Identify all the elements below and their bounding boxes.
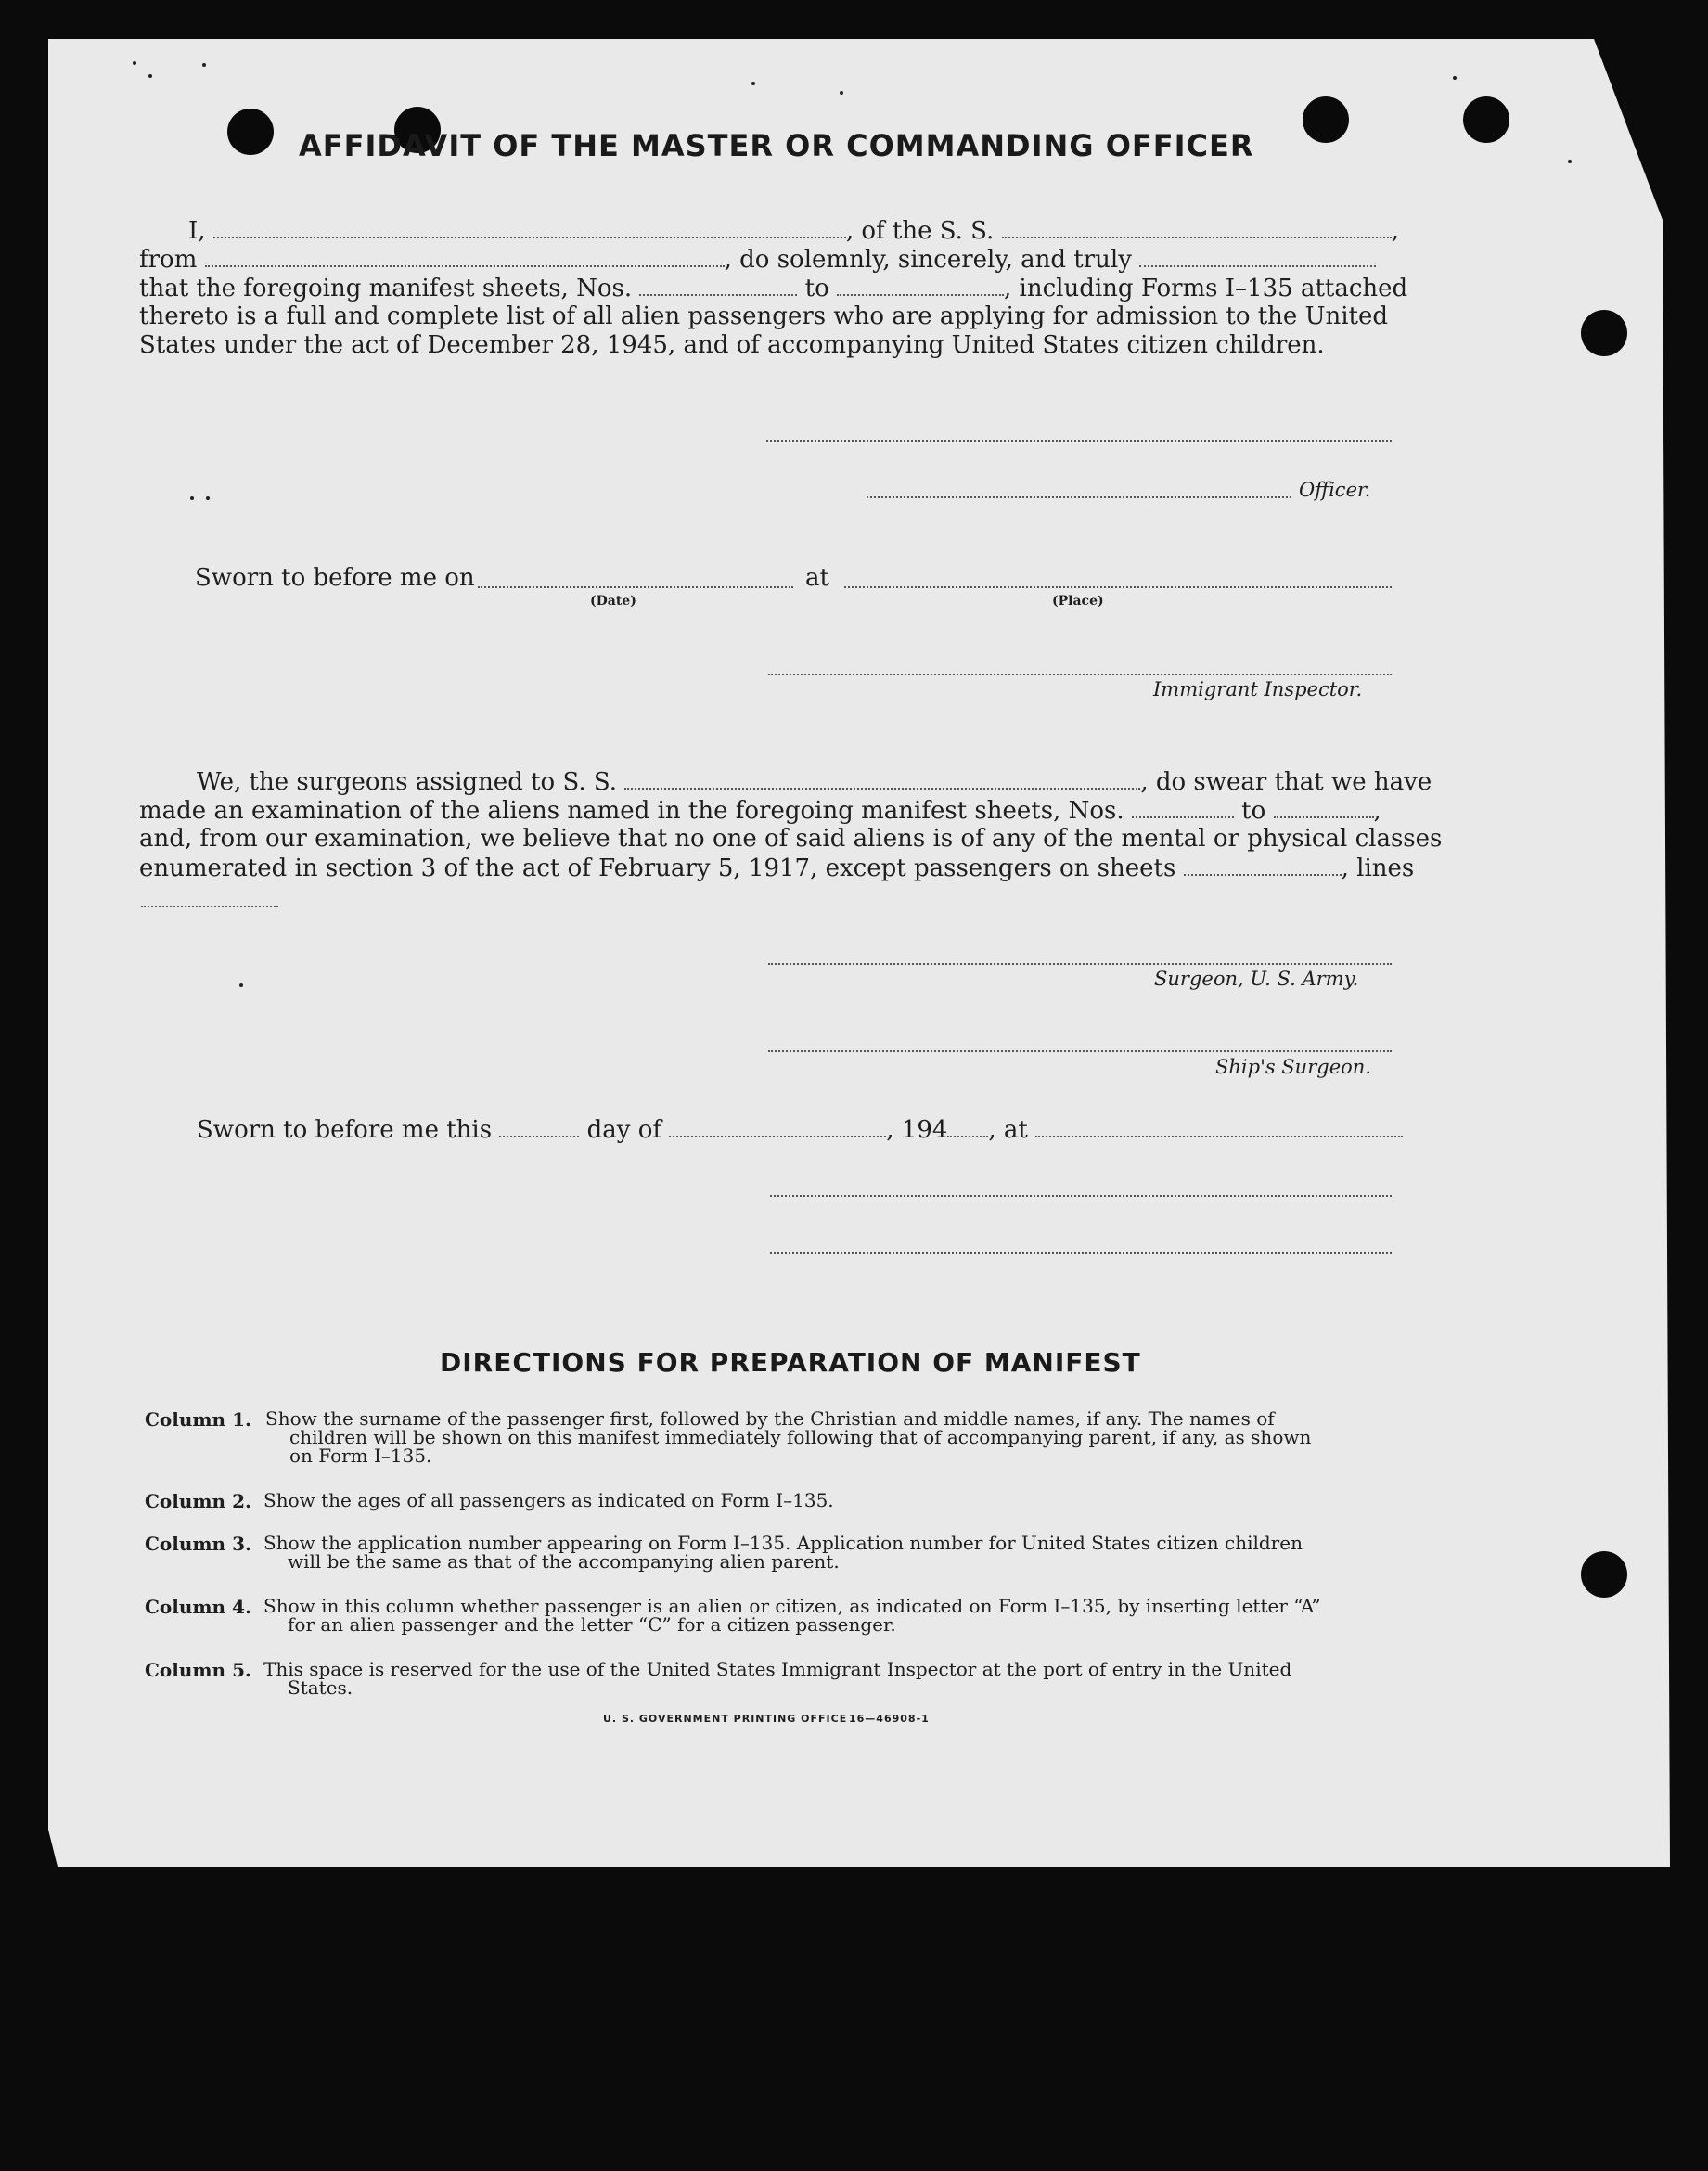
- surgeons-text: made an examination of the aliens named in the foregoing manifest sheets, Nos.: [139, 797, 1124, 825]
- ship-surgeon-signature-line[interactable]: [768, 1050, 1392, 1052]
- speck: [1453, 76, 1457, 80]
- column-text: This space is reserved for the use of the United States Immigrant Inspector at the port of entry in the United: [263, 1658, 1292, 1680]
- speck: [202, 63, 206, 67]
- column-text: for an alien passenger and the letter “C” for a citizen passenger.: [288, 1613, 896, 1636]
- affidavit-text: I,: [188, 217, 206, 245]
- affidavit-line-1: [188, 216, 1399, 246]
- surgeons-text: to: [1241, 797, 1266, 825]
- surgeons-line-1: [197, 767, 1432, 797]
- affidavit-line-2: [139, 245, 1376, 275]
- column-text: Show the application number appearing on Form I–135. Application number for United States citizen children: [263, 1532, 1303, 1554]
- surgeons-text: ,: [1373, 797, 1381, 825]
- army-surgeon-signature-line[interactable]: [768, 963, 1392, 965]
- oath-field[interactable]: [1139, 245, 1376, 267]
- surgeon-sheet-from-field[interactable]: [1132, 796, 1234, 818]
- surgeons-text: , lines: [1341, 854, 1415, 882]
- speck: [751, 82, 755, 85]
- sworn-text: , 194: [886, 1116, 948, 1144]
- punch-hole-right-upper: [1581, 310, 1627, 356]
- from-port-field[interactable]: [205, 245, 725, 267]
- surgeons-line-3: and, from our examination, we believe that no one of said aliens is of any of the mental or physical classes: [139, 825, 1443, 853]
- surgeons-line-2: [139, 796, 1381, 826]
- column-text: States.: [288, 1676, 353, 1699]
- column-label: Column 2.: [145, 1490, 251, 1512]
- speck: [840, 91, 843, 95]
- place-caption: (Place): [1052, 594, 1104, 609]
- affidavit-text: ,: [1391, 217, 1399, 245]
- sworn-month-field[interactable]: [669, 1115, 886, 1137]
- directions-heading: DIRECTIONS FOR PREPARATION OF MANIFEST: [440, 1347, 1141, 1378]
- column-text: Show the surname of the passenger first, followed by the Christian and middle names, if any. The names of: [265, 1407, 1275, 1430]
- ship-name-field[interactable]: [1002, 216, 1392, 238]
- surgeons-line-4: [139, 854, 1414, 883]
- affidavit-line-3: [139, 274, 1407, 303]
- column-text: Show the ages of all passengers as indicated on Form I–135.: [263, 1489, 834, 1511]
- surgeons-text: , do swear that we have: [1140, 768, 1432, 796]
- speck: [190, 496, 194, 500]
- sworn-location-field[interactable]: [1035, 1115, 1403, 1137]
- column-text: Show in this column whether passenger is an alien or citizen, as indicated on Form I–135, by inserting letter “A”: [263, 1595, 1321, 1617]
- sworn-text: , at: [988, 1116, 1028, 1144]
- except-sheets-field[interactable]: [1184, 854, 1342, 876]
- officer-label: Officer.: [1299, 479, 1371, 501]
- column-text: will be the same as that of the accompanying alien parent.: [288, 1550, 840, 1573]
- form-code: 16—46908-1: [849, 1713, 930, 1725]
- column-text: children will be shown on this manifest immediately following that of accompanying parent, if any, as shown: [289, 1426, 1312, 1448]
- punch-hole-top-right: [1303, 96, 1349, 143]
- sworn-signature-line-2[interactable]: [770, 1252, 1392, 1254]
- sheet-from-field[interactable]: [639, 274, 797, 296]
- speck: [148, 74, 152, 78]
- master-name-field[interactable]: [213, 216, 846, 238]
- immigrant-inspector-label: Immigrant Inspector.: [1153, 678, 1363, 700]
- master-signature-line[interactable]: [766, 440, 1392, 442]
- affidavit-heading: AFFIDAVIT OF THE MASTER OR COMMANDING OFFICER: [299, 128, 1254, 163]
- sworn-at-text: at: [805, 564, 829, 592]
- sworn-year-field[interactable]: [947, 1115, 988, 1137]
- affidavit-text: , of the S. S.: [845, 217, 995, 245]
- column-label: Column 1.: [145, 1408, 251, 1431]
- sworn-place-field[interactable]: [844, 586, 1392, 588]
- column-label: Column 5.: [145, 1659, 251, 1681]
- surgeons-text: We, the surgeons assigned to S. S.: [197, 768, 618, 796]
- affidavit-line-5: States under the act of December 28, 1945, and of accompanying United States citizen children.: [139, 331, 1325, 359]
- speck: [239, 983, 243, 987]
- column-label: Column 4.: [145, 1596, 251, 1618]
- officer-signature-line[interactable]: [867, 496, 1291, 498]
- affidavit-text: , do solemnly, sincerely, and truly: [724, 246, 1132, 274]
- inspector-signature-line[interactable]: [768, 674, 1392, 675]
- affidavit-line-4: thereto is a full and complete list of all alien passengers who are applying for admission to the United: [139, 302, 1389, 330]
- sworn-date-field[interactable]: [478, 586, 793, 588]
- surgeon-sheet-to-field[interactable]: [1274, 796, 1374, 818]
- sworn-text: day of: [586, 1116, 661, 1144]
- army-surgeon-label: Surgeon, U. S. Army.: [1154, 968, 1359, 990]
- speck: [133, 61, 136, 65]
- sworn-day-field[interactable]: [499, 1115, 579, 1137]
- affidavit-text: that the foregoing manifest sheets, Nos.: [139, 275, 633, 302]
- punch-hole-right-lower: [1581, 1551, 1627, 1598]
- lines-field[interactable]: [141, 906, 278, 907]
- sworn-text: Sworn to before me this: [197, 1116, 493, 1144]
- sworn-day-line: [197, 1115, 1403, 1145]
- surgeons-text: enumerated in section 3 of the act of February 5, 1917, except passengers on sheets: [139, 854, 1176, 882]
- date-caption: (Date): [590, 594, 636, 609]
- printing-office-footer: U. S. GOVERNMENT PRINTING OFFICE: [603, 1713, 848, 1725]
- sworn-signature-line-1[interactable]: [770, 1195, 1392, 1197]
- ships-surgeon-label: Ship's Surgeon.: [1215, 1056, 1371, 1078]
- speck: [206, 496, 210, 500]
- sworn-on-text: Sworn to before me on: [195, 564, 475, 592]
- sheet-to-field[interactable]: [837, 274, 1004, 296]
- column-label: Column 3.: [145, 1533, 251, 1555]
- punch-hole-top-left: [227, 109, 274, 155]
- speck: [1568, 160, 1572, 163]
- punch-hole-top-right-2: [1463, 96, 1509, 143]
- affidavit-text: to: [804, 275, 829, 302]
- column-text: on Form I–135.: [289, 1445, 432, 1467]
- affidavit-text: , including Forms I–135 attached: [1004, 275, 1408, 302]
- affidavit-text: from: [139, 246, 198, 274]
- surgeon-ship-field[interactable]: [624, 767, 1140, 790]
